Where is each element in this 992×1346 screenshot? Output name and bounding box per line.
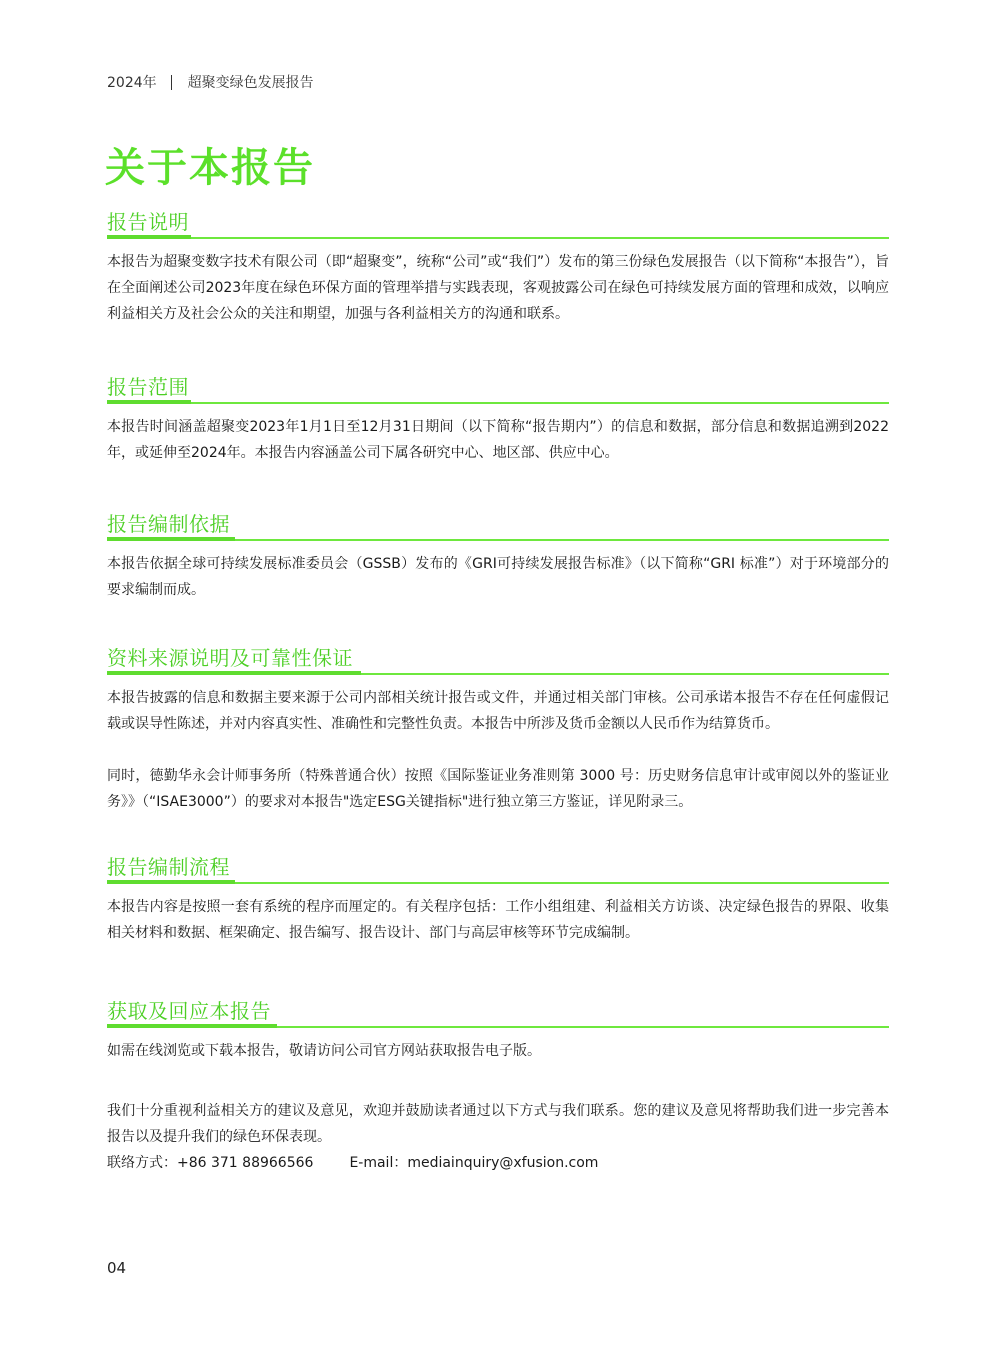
header-report-name: 超聚变绿色发展报告: [187, 75, 314, 91]
section-compilation-basis: [107, 511, 889, 603]
section-rule-accent: [107, 880, 235, 884]
section-title: 报告编制流程: [107, 855, 230, 879]
section-paragraph: 本报告依据全球可持续发展标准委员会（GSSB）发布的《GRI可持续发展报告标准》（以下简称“GRI 标准”）对于环境部分的要求编制而成。: [107, 556, 889, 598]
section-rule: [107, 237, 889, 239]
page-title: 关于本报告: [105, 145, 315, 191]
section-rule-accent: [107, 235, 191, 239]
section-heading: [107, 854, 889, 884]
section-heading: [107, 209, 889, 239]
section-compilation-process: [107, 854, 889, 946]
section-paragraph: 本报告时间涵盖超聚变2023年1月1日至12月31日期间（以下简称“报告期内”）的信息和数据，部分信息和数据追溯到2022年，或延伸至2024年。本报告内容涵盖公司下属各研究中心、地区部、供应中心。: [107, 419, 889, 461]
section-report-description: [107, 209, 889, 327]
section-rule-accent: [107, 537, 235, 541]
contact-phone: 联络方式：+86 371 88966566: [107, 1155, 314, 1171]
section-title: 报告编制依据: [107, 512, 230, 536]
page-number: 04: [107, 1259, 127, 1277]
section-paragraph: 本报告内容是按照一套有系统的程序而厘定的。有关程序包括：工作小组组建、利益相关方访谈、决定绿色报告的界限、收集相关材料和数据、框架确定、报告编写、报告设计、部门与高层审核等环节完成编制。: [107, 899, 889, 941]
section-paragraph: 我们十分重视利益相关方的建议及意见，欢迎并鼓励读者通过以下方式与我们联系。您的建议及意见将帮助我们进一步完善本报告以及提升我们的绿色环保表现。: [107, 1103, 889, 1145]
section-heading: [107, 645, 889, 675]
section-paragraph: 同时，德勤华永会计师事务所（特殊普通合伙）按照《国际鉴证业务准则第 3000 号：历史财务信息审计或审阅以外的鉴证业务》》（“ISAE3000”）的要求对本报告"选定ESG关键指标"进行独立第三方鉴证，详见附录三。: [107, 768, 889, 810]
section-heading: [107, 998, 889, 1028]
section-heading: [107, 511, 889, 541]
section-rule-accent: [107, 400, 191, 404]
section-report-scope: [107, 374, 889, 466]
running-header: [107, 72, 314, 92]
section-title: 报告范围: [107, 375, 189, 399]
section-paragraph: 本报告为超聚变数字技术有限公司（即“超聚变”，统称“公司”或“我们”）发布的第三份绿色发展报告（以下简称“本报告”），旨在全面阐述公司2023年度在绿色环保方面的管理举措与实践表现，客观披露公司在绿色可持续发展方面的管理和成效，以响应利益相关方及社会公众的关注和期望，加强与各利益相关方的沟通和联系。: [107, 254, 889, 322]
section-rule: [107, 402, 889, 404]
section-paragraph: 本报告披露的信息和数据主要来源于公司内部相关统计报告或文件，并通过相关部门审核。公司承诺本报告不存在任何虚假记载或误导性陈述，并对内容真实性、准确性和完整性负责。本报告中所涉及货币金额以人民币作为结算货币。: [107, 690, 889, 732]
section-access-and-feedback: [107, 998, 889, 1176]
section-heading: [107, 374, 889, 404]
header-year: 2024年: [107, 75, 157, 91]
section-title: 获取及回应本报告: [107, 999, 271, 1023]
section-title: 资料来源说明及可靠性保证: [107, 646, 353, 670]
section-paragraph: 如需在线浏览或下载本报告，敬请访问公司官方网站获取报告电子版。: [107, 1043, 541, 1059]
section-rule-accent: [107, 671, 361, 675]
section-rule-accent: [107, 1024, 277, 1028]
section-data-sources: [107, 645, 889, 815]
contact-info: [107, 1150, 889, 1176]
section-title: 报告说明: [107, 210, 189, 234]
header-divider: [171, 75, 172, 90]
contact-email[interactable]: E-mail：mediainquiry@xfusion.com: [349, 1155, 599, 1171]
